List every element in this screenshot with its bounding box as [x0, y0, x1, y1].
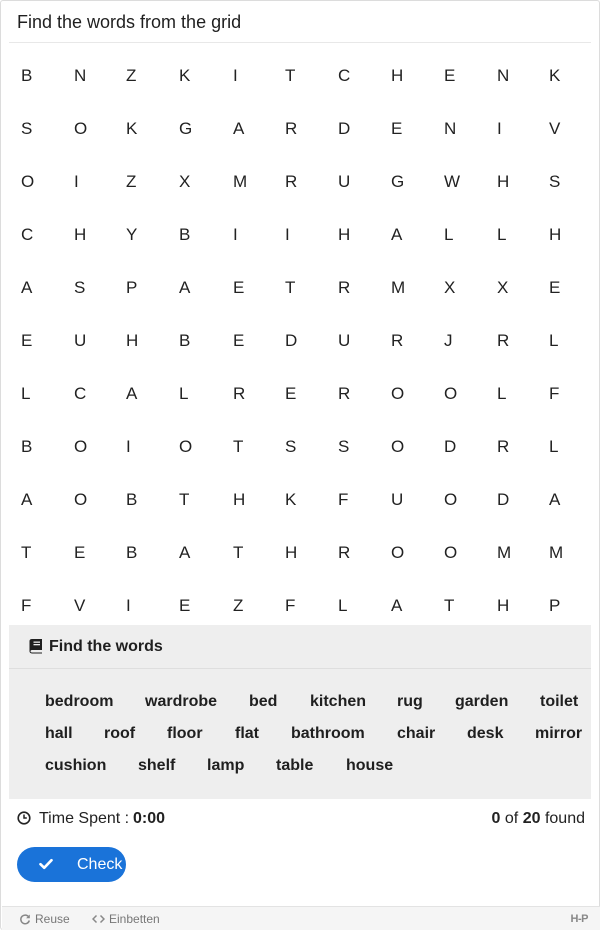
grid-cell[interactable]: S: [21, 119, 33, 138]
grid-cell[interactable]: X: [179, 172, 191, 191]
grid-cell[interactable]: E: [549, 278, 561, 297]
found-of: of: [504, 810, 519, 827]
grid-cell[interactable]: H: [497, 596, 510, 615]
grid-cell[interactable]: A: [391, 225, 403, 244]
grid-cell[interactable]: L: [497, 384, 507, 403]
word-item: wardrobe: [145, 693, 218, 710]
embed-link[interactable]: Einbetten: [109, 912, 160, 926]
found-counter: [492, 810, 585, 828]
grid-cell[interactable]: Y: [126, 225, 138, 244]
grid-cell[interactable]: M: [497, 543, 512, 562]
grid-cell[interactable]: C: [21, 225, 34, 244]
grid-cell[interactable]: C: [338, 66, 351, 85]
grid-cell[interactable]: L: [338, 596, 348, 615]
grid-cell[interactable]: M: [391, 278, 406, 297]
words-panel-header: [9, 625, 591, 669]
grid-row: [1, 526, 600, 579]
word-item: table: [276, 757, 314, 774]
grid-cell[interactable]: B: [179, 225, 191, 244]
grid-cell[interactable]: O: [391, 543, 405, 562]
word-item: desk: [467, 725, 504, 742]
found-suffix: found: [544, 810, 585, 827]
grid-cell[interactable]: E: [444, 66, 456, 85]
grid-cell[interactable]: B: [21, 437, 33, 456]
grid-cell[interactable]: O: [444, 543, 458, 562]
grid-cell[interactable]: R: [391, 331, 404, 350]
grid-cell[interactable]: I: [126, 596, 131, 615]
word-item: garden: [455, 693, 509, 710]
word-item: cushion: [45, 757, 107, 774]
grid-cell[interactable]: I: [497, 119, 502, 138]
grid-cell[interactable]: F: [21, 596, 32, 615]
grid-cell[interactable]: L: [179, 384, 189, 403]
word-item: shelf: [138, 757, 176, 774]
grid-cell[interactable]: H: [391, 66, 404, 85]
grid-cell[interactable]: L: [444, 225, 454, 244]
grid-row: [1, 261, 600, 314]
word-item: toilet: [540, 693, 579, 710]
grid-cell[interactable]: Z: [126, 172, 137, 191]
grid-cell[interactable]: L: [21, 384, 31, 403]
grid-cell[interactable]: E: [233, 278, 245, 297]
grid-row: [1, 49, 600, 102]
grid-cell[interactable]: S: [549, 172, 561, 191]
word-item: bedroom: [45, 693, 114, 710]
words-panel-title: Find the words: [49, 638, 163, 655]
grid-cell[interactable]: H: [74, 225, 87, 244]
grid-cell[interactable]: A: [391, 596, 403, 615]
grid-cell[interactable]: E: [179, 596, 191, 615]
grid-cell[interactable]: K: [549, 66, 561, 85]
found-count: 0: [491, 810, 501, 827]
grid-cell[interactable]: S: [338, 437, 350, 456]
grid-cell[interactable]: B: [126, 543, 138, 562]
grid-row: [1, 420, 600, 473]
grid-cell[interactable]: O: [74, 437, 88, 456]
grid-cell[interactable]: T: [285, 66, 296, 85]
grid-cell[interactable]: E: [391, 119, 403, 138]
word-item: bathroom: [291, 725, 365, 742]
grid-cell[interactable]: K: [285, 490, 297, 509]
footer-bar: [2, 906, 600, 930]
words-panel: [9, 625, 591, 799]
word-item: floor: [167, 725, 203, 742]
grid-cell[interactable]: H: [285, 543, 298, 562]
grid-cell[interactable]: M: [549, 543, 564, 562]
title-divider: [9, 42, 591, 43]
grid-cell[interactable]: E: [21, 331, 33, 350]
grid-cell[interactable]: T: [285, 278, 296, 297]
grid-cell[interactable]: L: [549, 437, 559, 456]
grid-cell[interactable]: K: [179, 66, 191, 85]
word-item: house: [346, 757, 394, 774]
grid-cell[interactable]: O: [21, 172, 35, 191]
grid-cell[interactable]: L: [549, 331, 559, 350]
checkmark-icon: [39, 858, 53, 870]
grid-cell[interactable]: D: [444, 437, 457, 456]
grid-cell[interactable]: R: [497, 437, 510, 456]
grid-cell[interactable]: U: [338, 172, 351, 191]
grid-cell[interactable]: H: [233, 490, 246, 509]
grid-cell[interactable]: V: [549, 119, 561, 138]
grid-cell[interactable]: I: [233, 225, 238, 244]
grid-cell[interactable]: H: [126, 331, 139, 350]
grid-row: [1, 208, 600, 261]
clock-icon: [17, 811, 31, 825]
grid-cell[interactable]: R: [497, 331, 510, 350]
word-item: mirror: [535, 725, 583, 742]
grid-cell[interactable]: T: [233, 437, 244, 456]
grid-cell[interactable]: V: [74, 596, 86, 615]
grid-cell[interactable]: A: [21, 278, 33, 297]
grid-cell[interactable]: K: [126, 119, 138, 138]
grid-cell[interactable]: G: [179, 119, 193, 138]
grid-cell[interactable]: N: [497, 66, 510, 85]
grid-cell[interactable]: A: [233, 119, 245, 138]
grid-cell[interactable]: O: [179, 437, 193, 456]
grid-cell[interactable]: A: [179, 278, 191, 297]
grid-cell[interactable]: P: [126, 278, 138, 297]
time-spent-label: Time Spent :: [39, 810, 130, 827]
grid-cell[interactable]: Z: [126, 66, 137, 85]
grid-cell[interactable]: U: [74, 331, 87, 350]
word-item: rug: [397, 693, 423, 710]
grid-cell[interactable]: F: [338, 490, 349, 509]
grid-cell[interactable]: J: [444, 331, 453, 350]
grid-cell[interactable]: H: [549, 225, 562, 244]
grid-cell[interactable]: I: [233, 66, 238, 85]
grid-cell[interactable]: O: [444, 384, 458, 403]
grid-cell[interactable]: S: [74, 278, 86, 297]
grid-cell[interactable]: A: [179, 543, 191, 562]
grid-cell[interactable]: R: [285, 119, 298, 138]
grid-cell[interactable]: G: [391, 172, 405, 191]
grid-cell[interactable]: T: [444, 596, 455, 615]
grid-cell[interactable]: U: [338, 331, 351, 350]
grid-cell[interactable]: R: [338, 384, 351, 403]
grid-cell[interactable]: I: [74, 172, 79, 191]
grid-cell[interactable]: A: [21, 490, 33, 509]
grid-cell[interactable]: D: [338, 119, 351, 138]
word-item: kitchen: [310, 693, 367, 710]
grid-cell[interactable]: X: [497, 278, 509, 297]
grid-cell[interactable]: D: [497, 490, 510, 509]
grid-cell[interactable]: H: [338, 225, 351, 244]
grid-row: [1, 314, 600, 367]
check-button[interactable]: [17, 847, 126, 882]
grid-cell[interactable]: I: [126, 437, 131, 456]
grid-cell[interactable]: O: [74, 490, 88, 509]
page-title: Find the words from the grid: [17, 12, 242, 32]
grid-cell[interactable]: R: [285, 172, 298, 191]
grid-cell[interactable]: C: [74, 384, 87, 403]
word-item: flat: [235, 725, 259, 742]
grid-cell[interactable]: A: [126, 384, 138, 403]
grid-cell[interactable]: R: [233, 384, 246, 403]
word-item: bed: [249, 693, 278, 710]
grid-cell[interactable]: E: [285, 384, 297, 403]
book-icon: [29, 638, 43, 654]
grid-cell[interactable]: R: [338, 543, 351, 562]
word-item: lamp: [207, 757, 245, 774]
reuse-icon: [19, 913, 31, 925]
status-bar: [1, 809, 600, 829]
word-item: roof: [104, 725, 136, 742]
grid-cell[interactable]: N: [444, 119, 457, 138]
grid-cell[interactable]: Z: [233, 596, 244, 615]
grid-cell[interactable]: S: [285, 437, 297, 456]
grid-row: [1, 473, 600, 526]
grid-cell[interactable]: M: [233, 172, 248, 191]
grid-cell[interactable]: P: [549, 596, 561, 615]
time-spent-value: 0:00: [133, 810, 166, 827]
embed-icon: [92, 913, 105, 925]
word-item: hall: [45, 725, 73, 742]
grid-cell[interactable]: T: [179, 490, 190, 509]
grid-cell[interactable]: H: [497, 172, 510, 191]
grid-cell[interactable]: U: [391, 490, 404, 509]
grid-cell[interactable]: X: [444, 278, 456, 297]
grid-cell[interactable]: B: [126, 490, 138, 509]
grid-cell[interactable]: O: [391, 384, 405, 403]
grid-cell[interactable]: W: [444, 172, 461, 191]
grid-row: [1, 155, 600, 208]
word-item: chair: [397, 725, 436, 742]
grid-cell[interactable]: N: [74, 66, 87, 85]
grid-cell[interactable]: E: [74, 543, 86, 562]
grid-cell[interactable]: A: [549, 490, 561, 509]
grid-cell[interactable]: I: [285, 225, 290, 244]
grid-cell[interactable]: O: [74, 119, 88, 138]
grid-cell[interactable]: T: [233, 543, 244, 562]
grid-cell[interactable]: O: [391, 437, 405, 456]
grid-cell[interactable]: B: [21, 66, 33, 85]
grid-cell[interactable]: D: [285, 331, 298, 350]
grid-cell[interactable]: F: [285, 596, 296, 615]
reuse-link[interactable]: Reuse: [35, 912, 70, 926]
grid-cell[interactable]: B: [179, 331, 191, 350]
h5p-logo[interactable]: H-P: [570, 913, 588, 925]
found-total: 20: [522, 810, 541, 827]
check-button-label: Check: [77, 856, 123, 873]
grid-cell[interactable]: L: [497, 225, 507, 244]
grid-row: [1, 102, 600, 155]
grid-row: [1, 367, 600, 420]
grid-cell[interactable]: O: [444, 490, 458, 509]
grid-cell[interactable]: T: [21, 543, 32, 562]
grid-cell[interactable]: R: [338, 278, 351, 297]
grid-cell[interactable]: E: [233, 331, 245, 350]
grid-cell[interactable]: F: [549, 384, 560, 403]
